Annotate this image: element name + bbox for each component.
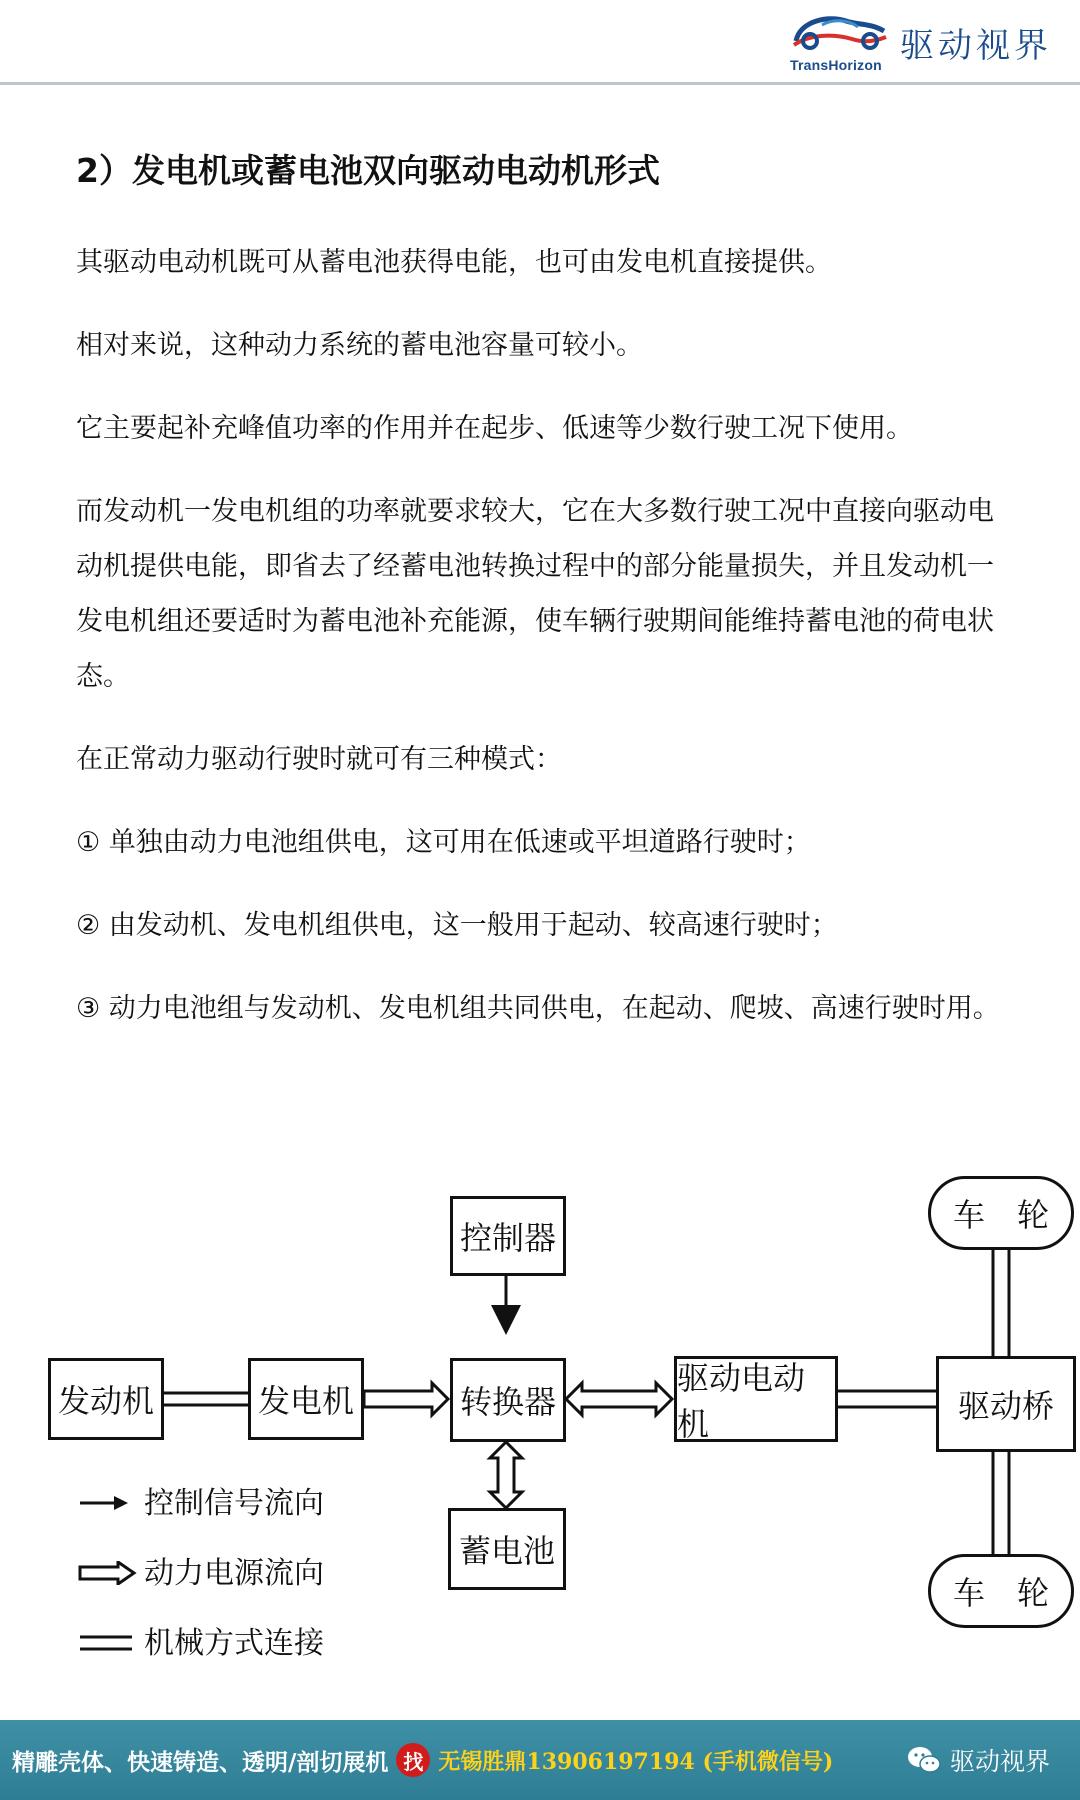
wheel-bottom-block: 车 轮 xyxy=(928,1554,1074,1628)
logo-subtitle: TransHorizon xyxy=(790,57,882,73)
legend-item-power xyxy=(78,1535,324,1605)
logo-text: 驱动视界 xyxy=(900,25,1052,66)
legend-label: 控制信号流向 xyxy=(144,1486,324,1521)
diagram-legend xyxy=(78,1465,324,1675)
section-title: 2）发电机或蓄电池双向驱动电动机形式 xyxy=(76,151,660,190)
wechat-icon xyxy=(906,1745,942,1775)
paragraph: 而发动机一发电机组的功率就要求较大，它在大多数行驶工况中直接向驱动电动机提供电能，即省去了经蓄电池转换过程中的部分能量损失，并且发动机一发电机组还要适时为蓄电池补充能源，使车辆行驶期间能维持蓄电池的荷电状态。 xyxy=(76,495,994,692)
paragraph: 它主要起补充峰值功率的作用并在起步、低速等少数行驶工况下使用。 xyxy=(76,412,913,444)
converter-block: 转换器 xyxy=(450,1358,566,1442)
power-arrow-icon xyxy=(78,1558,138,1582)
paragraph: 相对来说，这种动力系统的蓄电池容量可较小。 xyxy=(76,329,643,361)
legend-label: 机械方式连接 xyxy=(144,1626,324,1661)
legend-item-control xyxy=(78,1465,324,1535)
legend-label: 动力电源流向 xyxy=(144,1556,324,1591)
battery-block: 蓄电池 xyxy=(448,1508,566,1590)
mechanical-link-icon xyxy=(78,1628,138,1652)
logo-mark-icon xyxy=(788,11,892,73)
header xyxy=(0,0,1080,84)
generator-block: 发电机 xyxy=(248,1358,364,1440)
find-badge: 找 xyxy=(396,1743,430,1777)
controller-block: 控制器 xyxy=(450,1196,566,1276)
drive-axle-block: 驱动桥 xyxy=(936,1356,1076,1452)
paragraph: 其驱动电动机既可从蓄电池获得电能，也可由发电机直接提供。 xyxy=(76,246,832,278)
engine-block: 发动机 xyxy=(48,1358,164,1440)
article-body xyxy=(76,150,1016,1064)
mode-item: ② 由发动机、发电机组供电，这一般用于起动、较高速行驶时； xyxy=(76,909,838,941)
header-divider xyxy=(0,82,1080,85)
system-diagram xyxy=(0,1160,1080,1700)
drive-motor-block: 驱动电动机 xyxy=(674,1356,838,1442)
footer-ad-text: 精雕壳体、快速铸造、透明/剖切展机 xyxy=(12,1748,389,1776)
wechat-account[interactable] xyxy=(906,1742,1050,1778)
footer-contact: 无锡胜鼎13906197194 (手机微信号) xyxy=(438,1748,834,1775)
mode-item: ① 单独由动力电池组供电，这可用在低速或平坦道路行驶时； xyxy=(76,826,811,858)
footer-banner[interactable] xyxy=(0,1720,1080,1800)
control-arrow-icon xyxy=(78,1488,138,1512)
brand-logo[interactable] xyxy=(788,10,1052,74)
legend-item-mechanical xyxy=(78,1605,324,1675)
wheel-top-block: 车 轮 xyxy=(928,1176,1074,1250)
mode-item: ③ 动力电池组与发动机、发电机组共同供电，在起动、爬坡、高速行驶时用。 xyxy=(76,992,1000,1024)
paragraph: 在正常动力驱动行驶时就可有三种模式： xyxy=(76,743,562,775)
account-name: 驱动视界 xyxy=(949,1747,1050,1776)
